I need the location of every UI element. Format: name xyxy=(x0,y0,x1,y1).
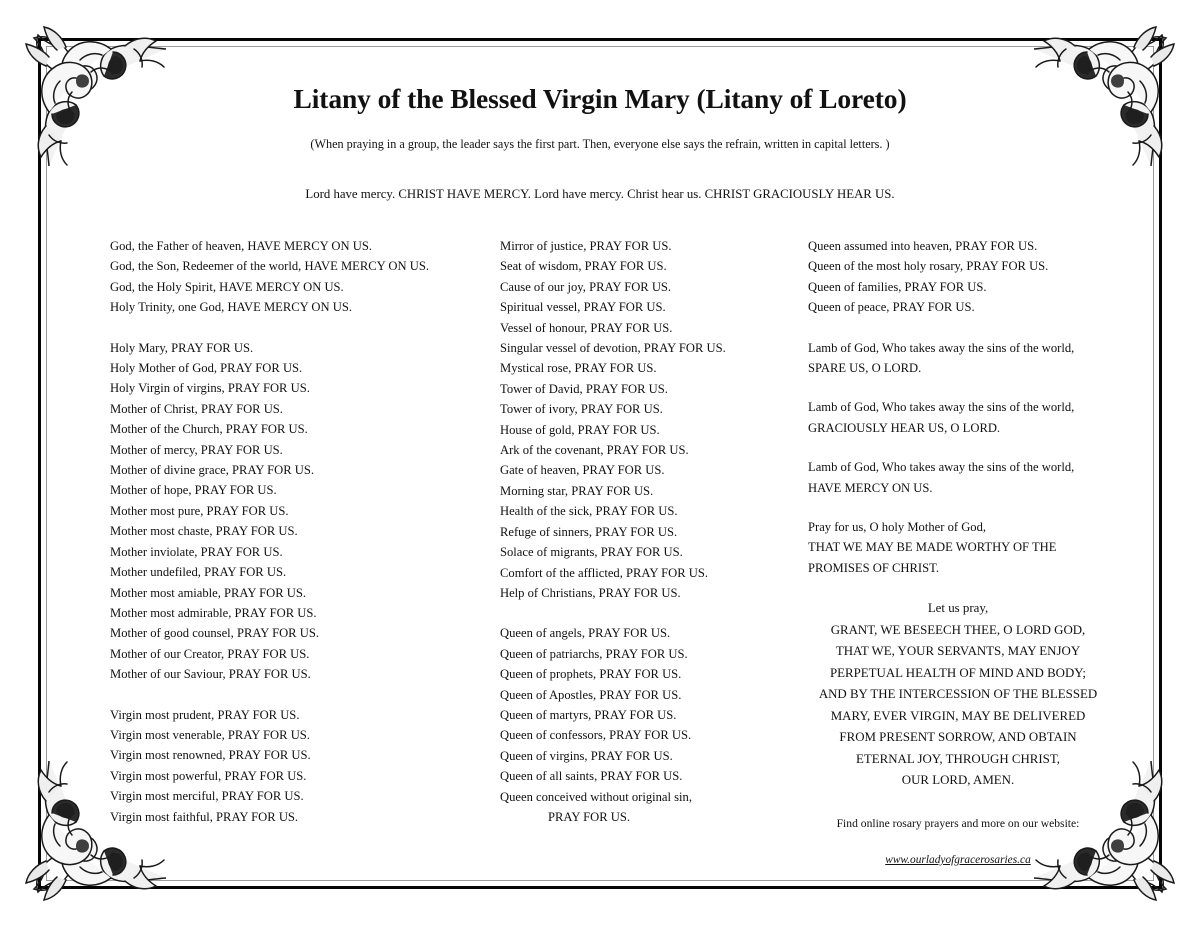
litany-line: Queen conceived without original sin, xyxy=(500,789,693,804)
agnus-dei-versicle: Lamb of God, Who takes away the sins of the world, xyxy=(808,460,1075,475)
litany-line: Mother of divine grace, PRAY FOR US. xyxy=(110,463,315,478)
litany-line: Holy Trinity, one God, HAVE MERCY ON US. xyxy=(110,300,352,315)
instruction-subtitle: (When praying in a group, the leader says the first part. Then, everyone else says the refrain, written in capital letters. ) xyxy=(310,137,890,151)
litany-line: Mother of our Saviour, PRAY FOR US. xyxy=(110,667,311,682)
litany-line: Mystical rose, PRAY FOR US. xyxy=(500,361,657,376)
litany-line: Virgin most venerable, PRAY FOR US. xyxy=(110,727,310,742)
prayer-line: MARY, EVER VIRGIN, MAY BE DELIVERED xyxy=(830,708,1086,723)
litany-line: Tower of ivory, PRAY FOR US. xyxy=(500,402,663,417)
litany-line: Mother most admirable, PRAY FOR US. xyxy=(110,605,317,620)
litany-line: Holy Mary, PRAY FOR US. xyxy=(110,340,254,355)
litany-line: Refuge of sinners, PRAY FOR US. xyxy=(500,524,678,539)
litany-line: Mother undefiled, PRAY FOR US. xyxy=(110,565,287,580)
website-url-link[interactable]: www.ourladyofgracerosaries.ca xyxy=(885,854,1031,867)
litany-line: Singular vessel of devotion, PRAY FOR US. xyxy=(500,341,726,356)
litany-line: Mother most chaste, PRAY FOR US. xyxy=(110,524,298,539)
litany-line: Comfort of the afflicted, PRAY FOR US. xyxy=(500,565,709,580)
litany-line: Spiritual vessel, PRAY FOR US. xyxy=(500,300,666,315)
versicle-response xyxy=(808,517,1108,578)
versicle-line: PROMISES OF CHRIST. xyxy=(808,560,939,575)
litany-line: Health of the sick, PRAY FOR US. xyxy=(500,504,678,519)
prayer-line: THAT WE, YOUR SERVANTS, MAY ENJOY xyxy=(835,644,1081,659)
litany-line: Queen of patriarchs, PRAY FOR US. xyxy=(500,646,688,661)
prayer-line: ETERNAL JOY, THROUGH CHRIST, xyxy=(856,751,1060,766)
website-note: Find online rosary prayers and more on our website: xyxy=(836,816,1080,830)
litany-line: Solace of migrants, PRAY FOR US. xyxy=(500,545,683,560)
litany-line: Queen of peace, PRAY FOR US. xyxy=(808,300,975,315)
prayer-line: OUR LORD, AMEN. xyxy=(901,773,1015,788)
litany-line: God, the Holy Spirit, HAVE MERCY ON US. xyxy=(110,279,344,294)
litany-line: Holy Mother of God, PRAY FOR US. xyxy=(110,361,303,376)
litany-line: Mother of mercy, PRAY FOR US. xyxy=(110,442,283,457)
litany-line: Morning star, PRAY FOR US. xyxy=(500,483,654,498)
litany-column-3 xyxy=(808,236,1108,871)
litany-line: Queen of all saints, PRAY FOR US. xyxy=(500,769,683,784)
prayer-line: PERPETUAL HEALTH OF MIND AND BODY; xyxy=(829,665,1087,680)
prayer-line: Let us pray, xyxy=(927,601,989,616)
agnus-dei-versicle: Lamb of God, Who takes away the sins of the world, xyxy=(808,400,1075,415)
group-trinity xyxy=(110,236,480,318)
litany-line: Seat of wisdom, PRAY FOR US. xyxy=(500,259,667,274)
agnus-dei-2 xyxy=(808,397,1108,438)
litany-line: Tower of David, PRAY FOR US. xyxy=(500,381,668,396)
litany-line: Mother of hope, PRAY FOR US. xyxy=(110,483,277,498)
agnus-dei-response: HAVE MERCY ON US. xyxy=(808,480,933,495)
litany-line: Virgin most renowned, PRAY FOR US. xyxy=(110,748,311,763)
group-titles xyxy=(500,236,800,603)
litany-line: God, the Father of heaven, HAVE MERCY ON US. xyxy=(110,239,372,253)
litany-line: Cause of our joy, PRAY FOR US. xyxy=(500,279,672,294)
litany-line: Virgin most prudent, PRAY FOR US. xyxy=(110,707,300,722)
versicle-line: THAT WE MAY BE MADE WORTHY OF THE xyxy=(808,540,1057,555)
litany-line: Gate of heaven, PRAY FOR US. xyxy=(500,463,665,478)
litany-line: Queen of families, PRAY FOR US. xyxy=(808,279,987,294)
litany-line-continuation: PRAY FOR US. xyxy=(548,809,631,824)
group-mother xyxy=(110,338,480,685)
litany-line: Mother of Christ, PRAY FOR US. xyxy=(110,401,283,416)
litany-line: God, the Son, Redeemer of the world, HAVE MERCY ON US. xyxy=(110,259,430,274)
litany-line: Mother of the Church, PRAY FOR US. xyxy=(110,422,308,437)
litany-line: Mother inviolate, PRAY FOR US. xyxy=(110,544,283,559)
litany-line: Ark of the covenant, PRAY FOR US. xyxy=(500,443,689,458)
agnus-dei-1 xyxy=(808,338,1108,379)
litany-column-1 xyxy=(110,236,480,827)
litany-line: Mirror of justice, PRAY FOR US. xyxy=(500,239,672,253)
prayer-line: GRANT, WE BESEECH THEE, O LORD GOD, xyxy=(830,622,1086,637)
litany-line: Virgin most powerful, PRAY FOR US. xyxy=(110,768,307,783)
group-virgin xyxy=(110,705,480,827)
litany-line: Mother most pure, PRAY FOR US. xyxy=(110,503,289,518)
litany-line: Queen of virgins, PRAY FOR US. xyxy=(500,748,673,763)
litany-line: Queen of the most holy rosary, PRAY FOR US. xyxy=(808,259,1049,274)
litany-line: Holy Virgin of virgins, PRAY FOR US. xyxy=(110,381,310,396)
litany-line: Virgin most faithful, PRAY FOR US. xyxy=(110,809,299,824)
agnus-dei-response: GRACIOUSLY HEAR US, O LORD. xyxy=(808,420,1001,435)
agnus-dei-versicle: Lamb of God, Who takes away the sins of the world, xyxy=(808,340,1075,355)
prayer-line: FROM PRESENT SORROW, AND OBTAIN xyxy=(839,730,1077,745)
group-queen xyxy=(500,623,800,827)
agnus-dei-3 xyxy=(808,457,1108,498)
litany-line: Queen of prophets, PRAY FOR US. xyxy=(500,667,682,682)
litany-line: Queen assumed into heaven, PRAY FOR US. xyxy=(808,239,1038,253)
closing-prayer xyxy=(808,598,1108,792)
prayer-line: AND BY THE INTERCESSION OF THE BLESSED xyxy=(818,687,1098,702)
page-title: Litany of the Blessed Virgin Mary (Litany of Loreto) xyxy=(293,83,907,114)
litany-line: Mother most amiable, PRAY FOR US. xyxy=(110,585,307,600)
litany-line: Help of Christians, PRAY FOR US. xyxy=(500,585,681,600)
group-queen-continued xyxy=(808,236,1108,318)
opening-invocation: Lord have mercy. CHRIST HAVE MERCY. Lord have mercy. Christ hear us. CHRIST GRACIOUSLY HEAR US. xyxy=(305,187,895,201)
litany-line: Queen of Apostles, PRAY FOR US. xyxy=(500,687,682,702)
litany-line: Queen of martyrs, PRAY FOR US. xyxy=(500,707,677,722)
litany-line: Queen of angels, PRAY FOR US. xyxy=(500,626,671,641)
litany-line: House of gold, PRAY FOR US. xyxy=(500,422,660,437)
litany-line: Mother of good counsel, PRAY FOR US. xyxy=(110,626,319,641)
agnus-dei-response: SPARE US, O LORD. xyxy=(808,361,922,376)
litany-line: Mother of our Creator, PRAY FOR US. xyxy=(110,646,310,661)
litany-line: Vessel of honour, PRAY FOR US. xyxy=(500,320,673,335)
litany-line: Virgin most merciful, PRAY FOR US. xyxy=(110,789,304,804)
litany-line: Queen of confessors, PRAY FOR US. xyxy=(500,728,692,743)
versicle-line: Pray for us, O holy Mother of God, xyxy=(808,520,987,535)
litany-column-2 xyxy=(500,236,800,827)
